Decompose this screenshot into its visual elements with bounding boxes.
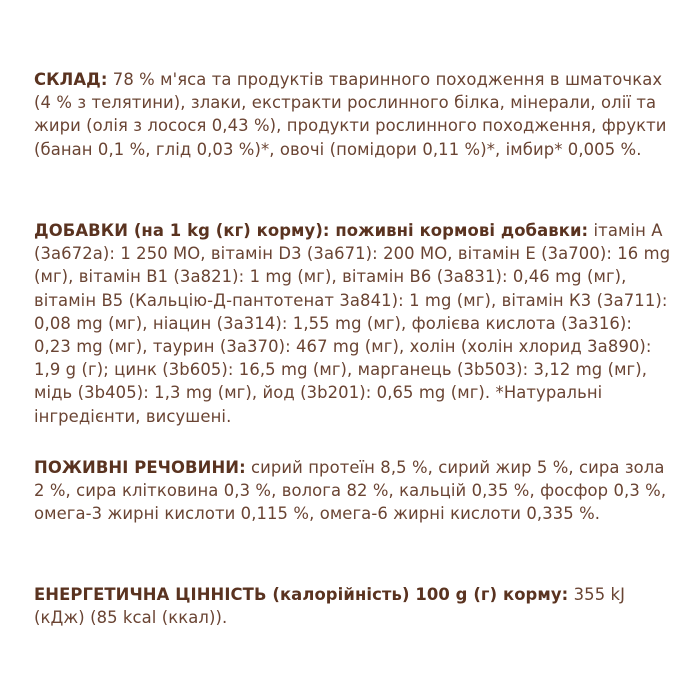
additives-heading: ДОБАВКИ (на 1 kg (кг) корму): xyxy=(34,221,330,240)
additives-subheading: поживні кормові добавки: xyxy=(329,221,589,240)
additives-paragraph xyxy=(34,219,674,428)
composition-section xyxy=(34,68,674,161)
nutrients-paragraph xyxy=(34,456,674,526)
nutrients-text: сирий протеїн 8,5 %, сирий жир 5 %, сира зола 2 %, сира клітковина 0,3 %, волога 82 %, кальцій 0,35 %, фосфор 0,3 %, омега-3 жирні кислоти 0,115 %, омега-6 жирні кислоти 0,335 %. xyxy=(34,458,667,524)
composition-paragraph xyxy=(34,68,674,161)
additives-text: ітамін А (3а672а): 1 250 МО, вітамін D3 (3а671): 200 МО, вітамін Е (3а700): 16 mg (мг), вітамін В1 (3а821): 1 mg (мг), вітамін В6 (3а831): 0,46 mg (мг), вітамін В5 (Кальцію-Д-пантотенат 3а841): 1 mg (мг), вітамін К3 (3а711): 0,08 mg (мг), ніацин (3а314): 1,55 mg (мг), фолієва кислота (3а316): 0,23 mg (мг), таурин (3а370): 467 mg (мг), холін (холін хлорид 3а890): 1,9 g (г); цинк (3b605): 16,5 mg (мг), марганець (3b503): 3,12 mg (мг), мідь (3b405): 1,3 mg (мг), йод (3b201): 0,65 mg (мг). *Натуральні інгредієнти, висушені. xyxy=(34,221,671,426)
energy-paragraph xyxy=(34,583,674,629)
nutrients-heading: ПОЖИВНІ РЕЧОВИНИ: xyxy=(34,458,246,477)
additives-section xyxy=(34,219,674,428)
energy-section xyxy=(34,583,674,629)
energy-text: 355 kJ (кДж) (85 kcal (ккал)). xyxy=(34,585,626,628)
composition-heading: СКЛАД: xyxy=(34,70,108,89)
composition-text: 78 % м'яса та продуктів тваринного походження в шматочках (4 % з телятини), злаки, екстракти рослинного білка, мінерали, олії та жири (олія з лосося 0,43 %), продукти рослинного походження, фрукти (банан 0,1 %, глід 0,03 %)*, овочі (помідори 0,11 %)*, імбир* 0,005 %. xyxy=(34,70,667,159)
nutrients-section xyxy=(34,456,674,526)
energy-heading: ЕНЕРГЕТИЧНА ЦІННІСТЬ (калорійність) 100 g (г) корму: xyxy=(34,585,569,604)
